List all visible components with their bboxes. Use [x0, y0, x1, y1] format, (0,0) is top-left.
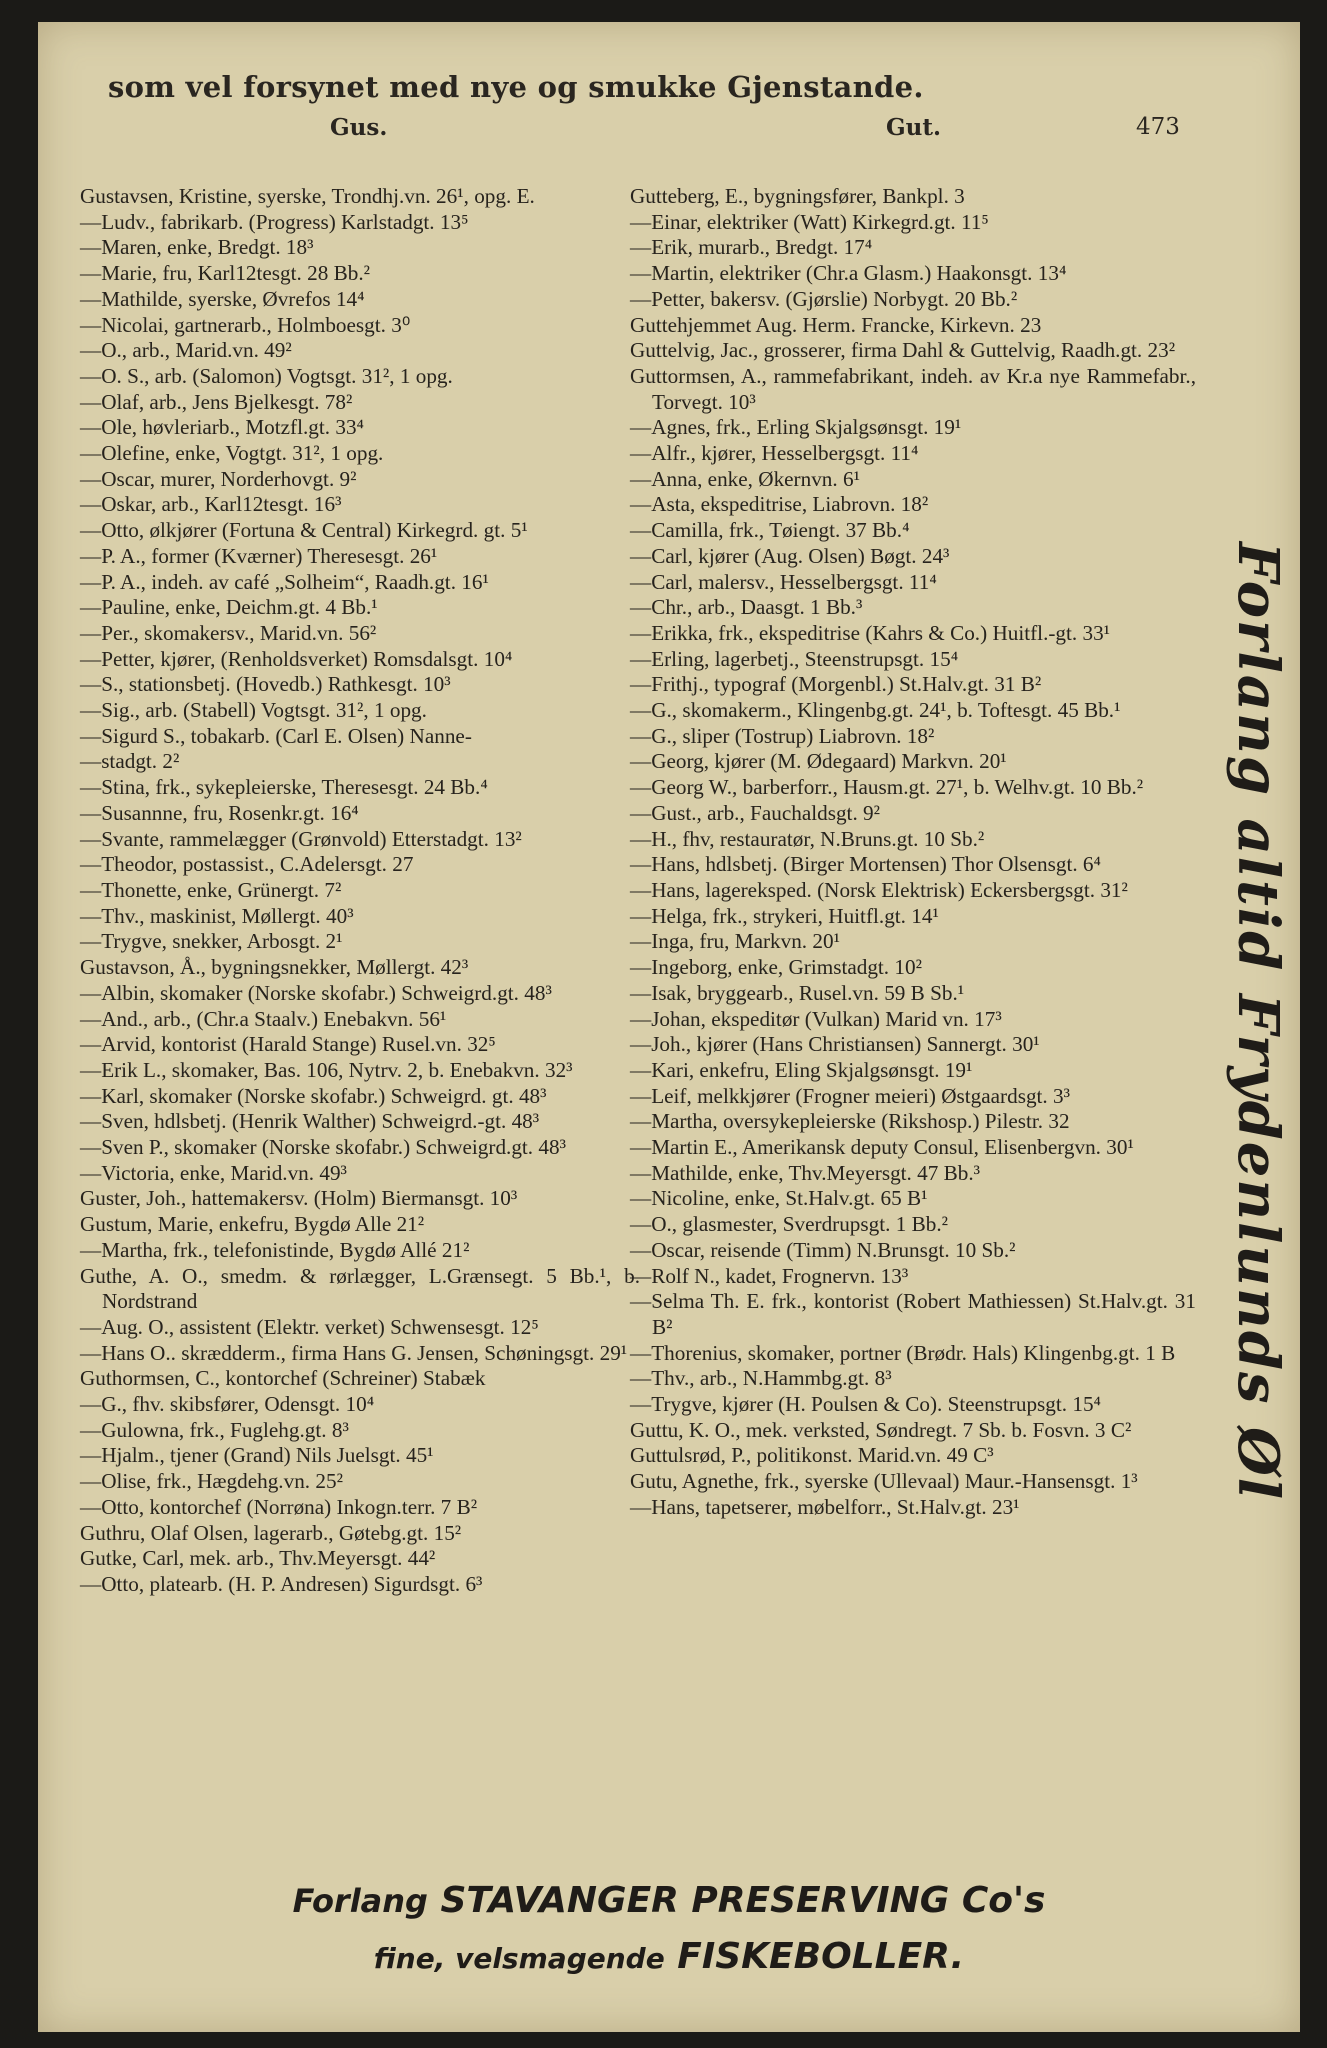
- directory-entry: Guthormsen, C., kontorchef (Schreiner) Stabæk: [80, 1366, 486, 1391]
- directory-entry: —H., fhv, restauratør, N.Bruns.gt. 10 Sb.²: [630, 826, 985, 851]
- directory-entry: —Albin, skomaker (Norske skofabr.) Schweigrd.gt. 48³: [80, 980, 552, 1005]
- directory-entry: —Nicoline, enke, St.Halv.gt. 65 B¹: [630, 1186, 928, 1211]
- right-guide-word: Gut.: [886, 114, 941, 141]
- directory-entry: —Frithj., typograf (Morgenbl.) St.Halv.gt. 31 B²: [630, 672, 1042, 697]
- directory-entry: —Gust., arb., Fauchaldsgt. 9²: [630, 800, 880, 825]
- directory-entry: —Oskar, arb., Karl12tesgt. 16³: [80, 492, 342, 517]
- directory-entry: —Karl, skomaker (Norske skofabr.) Schweigrd. gt. 48³: [80, 1083, 547, 1108]
- directory-entry: —Inga, fru, Markvn. 20¹: [630, 929, 840, 954]
- directory-entry: —Selma Th. E. frk., kontorist (Robert Mathiessen) St.Halv.gt. 31 B²: [630, 1289, 1196, 1339]
- directory-entry: Gustavsen, Kristine, syerske, Trondhj.vn. 26¹, opg. E.: [80, 184, 535, 208]
- side-ad-text: Forlang altid Frydenlunds Øl: [1225, 542, 1291, 1502]
- directory-entry: —Otto, ølkjører (Fortuna & Central) Kirkegrd. gt. 5¹: [80, 518, 528, 543]
- bottom-ad-line1-a: Forlang: [292, 1882, 428, 1920]
- directory-entry: —Stina, frk., sykepleierske, Theresesgt. 24 Bb.⁴: [80, 775, 488, 800]
- directory-entry: —Ingeborg, enke, Grimstadgt. 10²: [630, 955, 922, 980]
- directory-entry: —Isak, bryggearb., Rusel.vn. 59 B Sb.¹: [630, 980, 965, 1005]
- directory-entry: —stadgt. 2²: [80, 749, 180, 774]
- directory-entry: —G., skomakerm., Klingenbg.gt. 24¹, b. Toftesgt. 45 Bb.¹: [630, 698, 1121, 723]
- directory-entry: —Hans, tapetserer, møbelforr., St.Halv.gt. 23¹: [630, 1494, 1020, 1519]
- directory-entry: —Thonette, enke, Grünergt. 7²: [80, 877, 342, 902]
- directory-entry: —Svante, rammelægger (Grønvold) Etterstadgt. 13²: [80, 826, 522, 851]
- directory-entry: —Johan, ekspeditør (Vulkan) Marid vn. 17³: [630, 1006, 1002, 1031]
- directory-entry: —Hans, hdlsbetj. (Birger Mortensen) Thor Olsensgt. 6⁴: [630, 852, 1101, 877]
- directory-entry: Guthe, A. O., smedm. & rørlægger, L.Grænsegt. 5 Bb.¹, b. Nordstrand: [80, 1263, 640, 1314]
- directory-entry: —Alfr., kjører, Hesselbergsgt. 11⁴: [630, 441, 919, 466]
- directory-entry: —Sigurd S., tobakarb. (Carl E. Olsen) Nanne-: [80, 723, 472, 748]
- directory-entry: —Martin, elektriker (Chr.a Glasm.) Haakonsgt. 13⁴: [630, 261, 1067, 286]
- directory-entry: —Anna, enke, Økernvn. 6¹: [630, 466, 860, 491]
- directory-entry: —Otto, platearb. (H. P. Andresen) Sigurdsgt. 6³: [80, 1571, 483, 1596]
- directory-entry: —Susannne, fru, Rosenkr.gt. 16⁴: [80, 800, 359, 825]
- directory-entry: —Mathilde, syerske, Øvrefos 14⁴: [80, 286, 365, 311]
- directory-entry: —Oscar, reisende (Timm) N.Brunsgt. 10 Sb.²: [630, 1237, 1016, 1262]
- directory-entry: Guthru, Olaf Olsen, lagerarb., Gøtebg.gt. 15²: [80, 1520, 462, 1545]
- directory-entry: —Martin E., Amerikansk deputy Consul, Elisenbergvn. 30¹: [630, 1135, 1134, 1160]
- directory-entry: —Pauline, enke, Deichm.gt. 4 Bb.¹: [80, 595, 378, 620]
- directory-entry: —Gulowna, frk., Fuglehg.gt. 8³: [80, 1417, 349, 1442]
- directory-entry: —Per., skomakersv., Marid.vn. 56²: [80, 620, 377, 645]
- directory-entry: —Joh., kjører (Hans Christiansen) Sannergt. 30¹: [630, 1032, 1040, 1057]
- directory-entry: —Oscar, murer, Norderhovgt. 9²: [80, 466, 357, 491]
- bottom-ad-line-2: [38, 1936, 1300, 1977]
- directory-entry: —Hjalm., tjener (Grand) Nils Juelsgt. 45¹: [80, 1443, 434, 1468]
- directory-entry: —Nicolai, gartnerarb., Holmboesgt. 3⁰: [80, 312, 411, 337]
- directory-entry: —Victoria, enke, Marid.vn. 49³: [80, 1160, 347, 1185]
- right-column: [630, 184, 1196, 1521]
- directory-entry: —Olefine, enke, Vogtgt. 31², 1 opg.: [80, 441, 384, 466]
- directory-entry: —Marie, fru, Karl12tesgt. 28 Bb.²: [80, 261, 370, 286]
- directory-entry: Guster, Joh., hattemakersv. (Holm) Biermansgt. 10³: [80, 1186, 518, 1211]
- directory-entry: —Olaf, arb., Jens Bjelkesgt. 78²: [80, 389, 353, 414]
- directory-entry: —Sven, hdlsbetj. (Henrik Walther) Schweigrd.-gt. 48³: [80, 1109, 540, 1134]
- directory-page: [38, 22, 1300, 2032]
- directory-entry: —Rolf N., kadet, Frognervn. 13³: [630, 1263, 909, 1288]
- page-number: 473: [1136, 114, 1180, 140]
- directory-entry: —O., arb., Marid.vn. 49²: [80, 338, 292, 363]
- directory-entry: —Carl, kjører (Aug. Olsen) Bøgt. 24³: [630, 543, 950, 568]
- directory-entry: —O., glasmester, Sverdrupsgt. 1 Bb.²: [630, 1212, 948, 1237]
- side-advertisement: [1198, 462, 1300, 1582]
- directory-entry: Gustavson, Å., bygningsnekker, Møllergt. 42³: [80, 955, 469, 980]
- directory-entry: Gutke, Carl, mek. arb., Thv.Meyersgt. 44²: [80, 1546, 436, 1571]
- directory-entry: —Erik, murarb., Bredgt. 17⁴: [630, 235, 873, 260]
- directory-entry: —Ludv., fabrikarb. (Progress) Karlstadgt. 13⁵: [80, 209, 469, 234]
- directory-entry: —Erikka, frk., ekspeditrise (Kahrs & Co.) Huitfl.-gt. 33¹: [630, 620, 1111, 645]
- directory-entry: —P. A., former (Kværner) Theresesgt. 26¹: [80, 543, 438, 568]
- directory-entry: —Einar, elektriker (Watt) Kirkegrd.gt. 11⁵: [630, 209, 989, 234]
- bottom-ad-line1-b: STAVANGER PRESERVING Co's: [440, 1880, 1046, 1921]
- directory-entry: —Petter, bakersv. (Gjørslie) Norbygt. 20 Bb.²: [630, 286, 1018, 311]
- directory-entry: —Thv., maskinist, Møllergt. 40³: [80, 903, 354, 928]
- directory-entry: —Georg W., barberforr., Hausm.gt. 27¹, b. Welhv.gt. 10 Bb.²: [630, 775, 1144, 800]
- directory-entry: —Erik L., skomaker, Bas. 106, Nytrv. 2, b. Enebakvn. 32³: [80, 1057, 573, 1082]
- directory-entry: —Martha, oversykepleierske (Rikshosp.) Pilestr. 32: [630, 1109, 1070, 1134]
- directory-entry: —Arvid, kontorist (Harald Stange) Rusel.vn. 32⁵: [80, 1032, 496, 1057]
- directory-entry: —Asta, ekspeditrise, Liabrovn. 18²: [630, 492, 929, 517]
- directory-entry: —S., stationsbetj. (Hovedb.) Rathkesgt. 10³: [80, 672, 451, 697]
- bottom-ad-line2-b: FISKEBOLLER.: [677, 1936, 965, 1977]
- directory-entry: —Sven P., skomaker (Norske skofabr.) Schweigrd.gt. 48³: [80, 1135, 566, 1160]
- directory-entry: —P. A., indeh. av café „Solheim“, Raadh.gt. 16¹: [80, 569, 489, 594]
- directory-entry: Guttehjemmet Aug. Herm. Francke, Kirkevn. 23: [630, 312, 1042, 337]
- directory-entry: Gustum, Marie, enkefru, Bygdø Alle 21²: [80, 1212, 425, 1237]
- directory-entry: —Leif, melkkjører (Frogner meieri) Østgaardsgt. 3³: [630, 1083, 1070, 1108]
- directory-entry: —Maren, enke, Bredgt. 18³: [80, 235, 314, 260]
- directory-entry: Guttormsen, A., rammefabrikant, indeh. av Kr.a nye Rammefabr., Torvegt. 10³: [630, 363, 1196, 414]
- directory-entry: —Thv., arb., N.Hammbg.gt. 8³: [630, 1366, 892, 1391]
- directory-entry: —Petter, kjører, (Renholdsverket) Romsdalsgt. 10⁴: [80, 646, 513, 671]
- directory-entry: Guttu, K. O., mek. verksted, Søndregt. 7 Sb. b. Fosvn. 3 C²: [630, 1417, 1132, 1442]
- directory-entry: Guttelvig, Jac., grosserer, firma Dahl & Guttelvig, Raadh.gt. 23²: [630, 338, 1176, 363]
- directory-entry: Gutteberg, E., bygningsfører, Bankpl. 3: [630, 184, 965, 208]
- directory-entry: —Sig., arb. (Stabell) Vogtsgt. 31², 1 opg.: [80, 698, 427, 723]
- directory-entry: —Trygve, kjører (H. Poulsen & Co). Steenstrupsgt. 15⁴: [630, 1392, 1101, 1417]
- directory-entry: —Trygve, snekker, Arbosgt. 2¹: [80, 929, 343, 954]
- directory-entry: —Carl, malersv., Hesselbergsgt. 11⁴: [630, 569, 937, 594]
- directory-entry: —Thorenius, skomaker, portner (Brødr. Hals) Klingenbg.gt. 1 B: [630, 1340, 1176, 1365]
- directory-entry: —And., arb., (Chr.a Staalv.) Enebakvn. 56¹: [80, 1006, 447, 1031]
- directory-entry: —Hans, lagereksped. (Norsk Elektrisk) Eckersbergsgt. 31²: [630, 877, 1128, 902]
- directory-entry: —Olise, frk., Hægdehg.vn. 25²: [80, 1469, 343, 1494]
- directory-entry: —Theodor, postassist., C.Adelersgt. 27: [80, 852, 414, 877]
- directory-entry: —Martha, frk., telefonistinde, Bygdø Allé 21²: [80, 1237, 470, 1262]
- directory-entry: —Helga, frk., strykeri, Huitfl.gt. 14¹: [630, 903, 939, 928]
- top-advertisement: som vel forsynet med nye og smukke Gjenstande.: [108, 70, 924, 104]
- directory-entry: —Agnes, frk., Erling Skjalgsønsgt. 19¹: [630, 415, 962, 440]
- bottom-ad-line2-a: fine, velsmagende: [373, 1942, 665, 1975]
- directory-entry: —Camilla, frk., Tøiengt. 37 Bb.⁴: [630, 518, 910, 543]
- directory-entry: —Erling, lagerbetj., Steenstrupsgt. 15⁴: [630, 646, 959, 671]
- directory-entry: —G., sliper (Tostrup) Liabrovn. 18²: [630, 723, 935, 748]
- left-column: [80, 184, 640, 1598]
- directory-entry: —Hans O.. skrædderm., firma Hans G. Jensen, Schøningsgt. 29¹: [80, 1340, 628, 1365]
- directory-entry: —O. S., arb. (Salomon) Vogtsgt. 31², 1 opg.: [80, 363, 453, 388]
- directory-entry: —G., fhv. skibsfører, Odensgt. 10⁴: [80, 1392, 375, 1417]
- bottom-ad-line-1: [38, 1880, 1300, 1921]
- directory-entry: —Kari, enkefru, Eling Skjalgsønsgt. 19¹: [630, 1057, 973, 1082]
- directory-entry: —Chr., arb., Daasgt. 1 Bb.³: [630, 595, 863, 620]
- directory-entry: —Ole, høvleriarb., Motzfl.gt. 33⁴: [80, 415, 364, 440]
- directory-entry: Gutu, Agnethe, frk., syerske (Ullevaal) Maur.-Hansensgt. 1³: [630, 1469, 1138, 1494]
- directory-entry: —Otto, kontorchef (Norrøna) Inkogn.terr. 7 B²: [80, 1494, 478, 1519]
- directory-entry: —Georg, kjører (M. Ødegaard) Markvn. 20¹: [630, 749, 1007, 774]
- directory-entry: —Mathilde, enke, Thv.Meyersgt. 47 Bb.³: [630, 1160, 981, 1185]
- directory-entry: —Aug. O., assistent (Elektr. verket) Schwensesgt. 12⁵: [80, 1314, 539, 1339]
- left-guide-word: Gus.: [330, 114, 388, 141]
- directory-entry: Guttulsrød, P., politikonst. Marid.vn. 49 C³: [630, 1443, 994, 1468]
